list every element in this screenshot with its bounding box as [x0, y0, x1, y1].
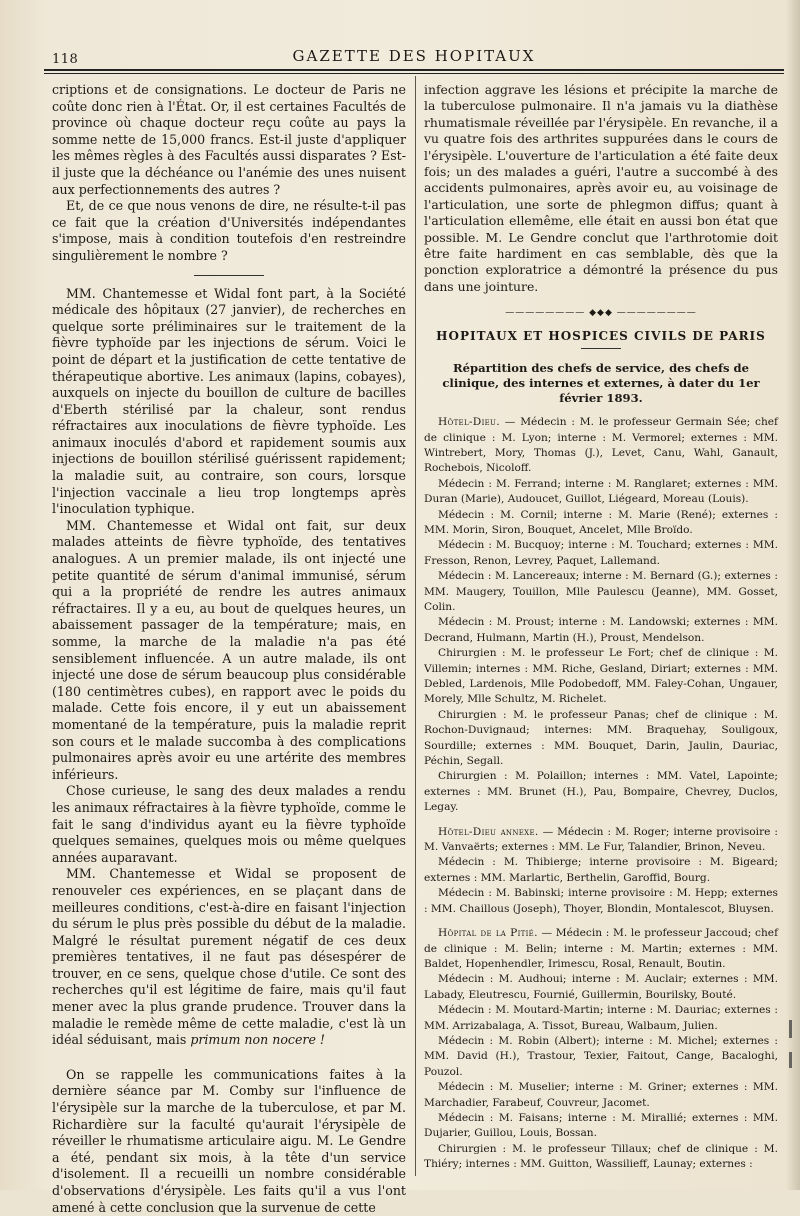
- hospital-name: Hôtel-Dieu annexe.: [438, 825, 539, 838]
- page-number: 118: [52, 52, 79, 67]
- paragraph: Et, de ce que nous venons de dire, ne résulte-t-il pas ce fait que la création d'Universités indépendantes s'impose, mais à condition toutefois d'en restreindre singulièrement le nombre ?: [52, 198, 406, 263]
- paragraph: MM. Chantemesse et Widal ont fait, sur deux malades atteints de fièvre typhoïde, des tentatives analogues. A un premier malade, ils ont injecté une petite quantité de sérum d'animal immunisé, sérum qui a la propriété de rendre les autres animaux réfractaires. Il y a eu, au bout de quelques heures, un abaissement passager de la température; mais, en somme, la marche de la maladie n'a pas été sensiblement influencée. A un autre malade, ils ont injecté une dose de sérum beaucoup plus considérable (180 centimètres cubes), en rapport avec le poids du malade. Cette fois encore, il y eut un abaissement momentané de la température, puis la maladie reprit son cours et le malade succomba à des complications pulmonaires après avoir eu une artérite des membres inférieurs.: [52, 517, 406, 782]
- paragraph: infection aggrave les lésions et précipite la marche de la tuberculose pulmonaire. Il n'a jamais vu la diathèse rhumatismale réveillée par l'érysipèle. En revanche, il a vu quatre fois des arthrites suppurées dans le cours de l'érysipèle. L'ouverture de l'articulation a été faite deux fois; un des malades a guéri, l'autre a succombé à des accidents pulmonaires, après avoir eu, au voisinage de l'articulation, une sorte de phlegmon diffus; quant à l'articulation ellemême, elle était en aussi bon état que possible. M. Le Gendre conclut que l'arthrotomie doit être faite hardiment en cas semblable, dès que la ponction exploratrice a démontré la présence du pus dans une jointure.: [424, 82, 778, 294]
- section-title: HOPITAUX ET HOSPICES CIVILS DE PARIS: [436, 328, 766, 343]
- page-header: [44, 44, 784, 72]
- list-item: Chirurgien : M. Polaillon; internes : MM. Vatel, Lapointe; externes : MM. Brunet (H.), Pau, Bompaire, Chevrey, Duclos, Legay.: [424, 770, 778, 814]
- entry-text: — Médecin : M. le professeur Germain Sée; chef de clinique : M. Lyon; interne : M. Vermorel; externes : MM. Wintrebert, Mory, Thomas (J.), Levet, Canu, Wahl, Ganault, Rochebois, Nicoloff.: [424, 416, 778, 475]
- list-item: [424, 415, 778, 477]
- paragraph-text: MM. Chantemesse et Widal se proposent de renouveler ces expériences, en se plaçant dans de meilleures conditions, c'est-à-dire en faisant l'injection du sérum le plus près possible du début de la maladie. Malgré le résultat purement négatif de ces deux premières tentatives, il ne faut pas désespérer de trouver, en ce sens, quelque chose d'utile. Ce sont des recherches qu'il est légitime de faire, mais qu'il faut mener avec la plus grande prudence. Trouver dans la maladie le remède même de cette maladie, c'est là un idéal séduisant, mais: [52, 866, 406, 1048]
- hospital-block-hotel-dieu-annexe: [424, 825, 778, 917]
- list-item: [424, 825, 778, 856]
- entry-text: — Médecin : M. le professeur Jaccoud; chef de clinique : M. Belin; interne : M. Martin; externes : MM. Baldet, Hopenhendler, Irimescu, Rosal, Renault, Boutin.: [424, 927, 778, 970]
- list-item: Médecin : M. Robin (Albert); interne : M. Michel; externes : MM. David (H.), Trastour, Texier, Faitout, Cange, Bacaloghi, Pouzol.: [424, 1034, 778, 1078]
- paragraph: MM. Chantemesse et Widal font part, à la Société médicale des hôpitaux (27 janvier), de recherches en quelque sorte préliminaires sur le traitement de la fièvre typhoïde par les injections de sérum. Voici le point de départ et la justification de cette tentative de thérapeutique abortive. Les animaux (lapins, cobayes), auxquels on injecte du bouillon de culture de bacilles d'Eberth stérilisé par la chaleur, sont rendus réfractaires aux inoculations de fièvre typhoïde. Les animaux inoculés d'abord et rapidement soumis aux injections de bouillon stérilisé guérissent rapidement; la maladie suit, au contraire, son cours, lorsque l'injection vaccinale a lieu trop longtemps après l'inoculation typhique.: [52, 285, 406, 517]
- list-item: [424, 926, 778, 972]
- list-item: Chirurgien : M. le professeur Panas; chef de clinique : M. Rochon-Duvignaud; internes: MM. Braquehay, Souligoux, Sourdille; externes : MM. Bouquet, Darin, Jaulin, Dauriac, Péchin, Segall.: [424, 708, 778, 768]
- list-item: Médecin : M. Cornil; interne : M. Marie (René); externes : MM. Morin, Siron, Bouquet, Ancelet, Mlle Broïdo.: [424, 508, 778, 536]
- list-item: Médecin : M. Proust; interne : M. Landowski; externes : MM. Decrand, Hulmann, Martin (H.), Proust, Mendelson.: [424, 616, 778, 644]
- header-rule: [44, 69, 784, 74]
- list-item: Médecin : M. Faisans; interne : M. Mirallié; externes : MM. Dujarier, Guillou, Louis, Bossan.: [424, 1111, 778, 1140]
- paragraph: criptions et de consignations. Le docteur de Paris ne coûte donc rien à l'État. Or, il est certaines Facultés de province où chaque docteur reçu coûte au pays la somme nette de 15,000 francs. Est-il juste d'appliquer les mêmes règles à des Facultés aussi disparates ? Est-il juste que la déchéance ou l'anémie des unes nuisent aux perfectionnements des autres ?: [52, 82, 406, 197]
- column-divider: [415, 76, 416, 1176]
- ink-mark: [789, 1020, 792, 1038]
- list-item: Médecin : M. Ferrand; interne : M. Ranglaret; externes : MM. Duran (Marie), Audoucet, Guillot, Liégeard, Moreau (Louis).: [424, 477, 778, 506]
- paragraph: On se rappelle les communications faites à la dernière séance par M. Comby sur l'influence de l'érysipèle sur la marche de la tuberculose, et par M. Richardière sur la faculté qu'aurait l'érysipèle de réveiller le rhumatisme articulaire aigu. M. Le Gendre a été, pendant six mois, à la tête d'un service d'isolement. Il a recueilli un nombre considérable d'observations d'érysipèle. Les faits qu'il a vus l'ont amené à cette conclusion que la survenue de cette: [52, 1066, 406, 1215]
- list-item: Médecin : M. Lancereaux; interne : M. Bernard (G.); externes : MM. Maugery, Touillon, Mlle Paulescu (Jeanne), MM. Gosset, Colin.: [424, 570, 778, 613]
- list-item: Médecin : M. Audhoui; interne : M. Auclair; externes : MM. Labady, Eleutrescu, Fournié, Guillermin, Bourilsky, Bouté.: [424, 973, 778, 1001]
- left-column: [52, 82, 406, 1216]
- hospital-name: Hôtel-Dieu.: [438, 416, 500, 429]
- list-item: Médecin : M. Thibierge; interne provisoire : M. Bigeard; externes : MM. Marlartic, Berthelin, Garoffid, Bourg.: [424, 856, 778, 884]
- hospital-block-pitie: [424, 926, 778, 1173]
- list-item: Chirurgien : M. le professeur Tillaux; chef de clinique : M. Thiéry; internes : MM. Guitton, Wassilieff, Launay; externes :: [424, 1142, 778, 1171]
- paragraph: [52, 866, 406, 1049]
- list-item: Médecin : M. Babinski; interne provisoire : M. Hepp; externes : MM. Chaillous (Joseph), Thoyer, Blondin, Montalescot, Bluysen.: [424, 887, 778, 915]
- journal-title: GAZETTE DES HOPITAUX: [292, 47, 536, 65]
- list-item: Médecin : M. Muselier; interne : M. Griner; externes : MM. Marchadier, Farabeuf, Couvreur, Jacomet.: [424, 1081, 778, 1109]
- page-edge-shadow: [786, 0, 800, 1190]
- list-item: Médecin : M. Moutard-Martin; interne : M. Dauriac; externes : MM. Arrizabalaga, A. Tissot, Bureau, Walbaum, Julien.: [424, 1004, 778, 1032]
- latin-phrase: primum non nocere !: [190, 1032, 325, 1048]
- separator-rule: [194, 275, 264, 276]
- list-item: Médecin : M. Bucquoy; interne : M. Touchard; externes : MM. Fresson, Renon, Levrey, Paquet, Lallemand.: [424, 539, 778, 567]
- section-subtitle: Répartition des chefs de service, des chefs de clinique, des internes et externes, à dater du 1er février 1893.: [442, 361, 760, 406]
- ink-mark: [789, 1052, 792, 1068]
- ornament-separator: ———————— ◆◆◆ ————————: [505, 308, 697, 319]
- hospital-block-hotel-dieu: [424, 415, 778, 816]
- entry-text: — Médecin : M. Roger; interne provisoire : M. Vanvaërts; externes : MM. Le Fur, Talandier, Brinon, Neveu.: [424, 825, 778, 854]
- hospital-name: Hôpital de la Pitié.: [438, 927, 538, 940]
- paragraph: Chose curieuse, le sang des deux malades a rendu les animaux réfractaires à la fièvre typhoïde, comme le fait le sang d'individus ayant eu la fièvre typhoïde quelques semaines, quelques mois ou même quelques années auparavant.: [52, 783, 406, 865]
- list-item: Chirurgien : M. le professeur Le Fort; chef de clinique : M. Villemin; internes : MM. Riche, Gesland, Diriart; externes : MM. Debled, Lardenois, Mlle Podobedoff, MM. Faley-Cohan, Ungauer, Morely, Mlle Schultz, M. Richelet.: [424, 647, 778, 706]
- right-column: [424, 82, 778, 1173]
- separator-rule: [581, 348, 621, 349]
